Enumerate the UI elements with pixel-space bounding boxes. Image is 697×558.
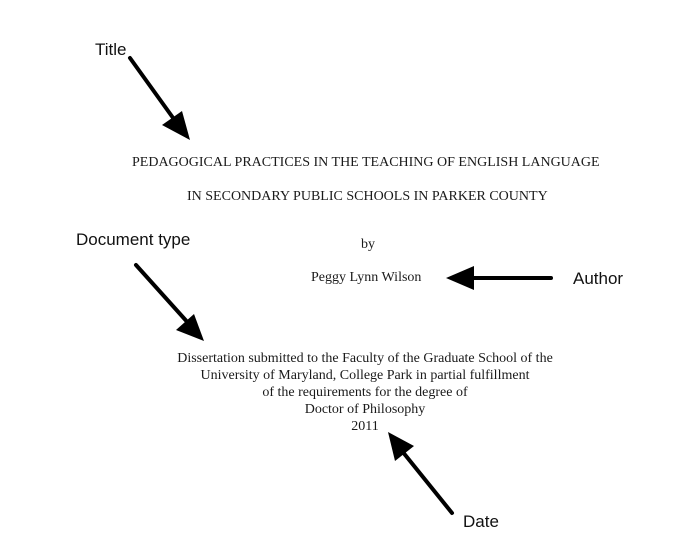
date-text: 2011 — [351, 419, 379, 434]
author-arrow-icon — [446, 266, 551, 290]
description-line: Dissertation submitted to the Faculty of the Graduate School of the — [177, 351, 553, 366]
document-type-annotation-label: Document type — [76, 230, 191, 249]
date-annotation-label: Date — [463, 512, 499, 531]
document-type-arrow-icon — [136, 265, 204, 341]
description-line: of the requirements for the degree of — [262, 385, 468, 400]
document-title-line-1: PEDAGOGICAL PRACTICES IN THE TEACHING OF ENGLISH LANGUAGE — [132, 155, 600, 170]
document-title-line-2: IN SECONDARY PUBLIC SCHOOLS IN PARKER COUNTY — [187, 189, 548, 204]
date-arrow-icon — [388, 432, 452, 513]
by-text: by — [361, 237, 375, 252]
title-annotation-label: Title — [95, 40, 127, 59]
author-name: Peggy Lynn Wilson — [311, 270, 422, 285]
description-line: University of Maryland, College Park in partial fulfillment — [200, 368, 530, 383]
title-arrow-icon — [130, 58, 190, 140]
author-annotation-label: Author — [573, 269, 624, 288]
degree-text: Doctor of Philosophy — [304, 402, 426, 417]
